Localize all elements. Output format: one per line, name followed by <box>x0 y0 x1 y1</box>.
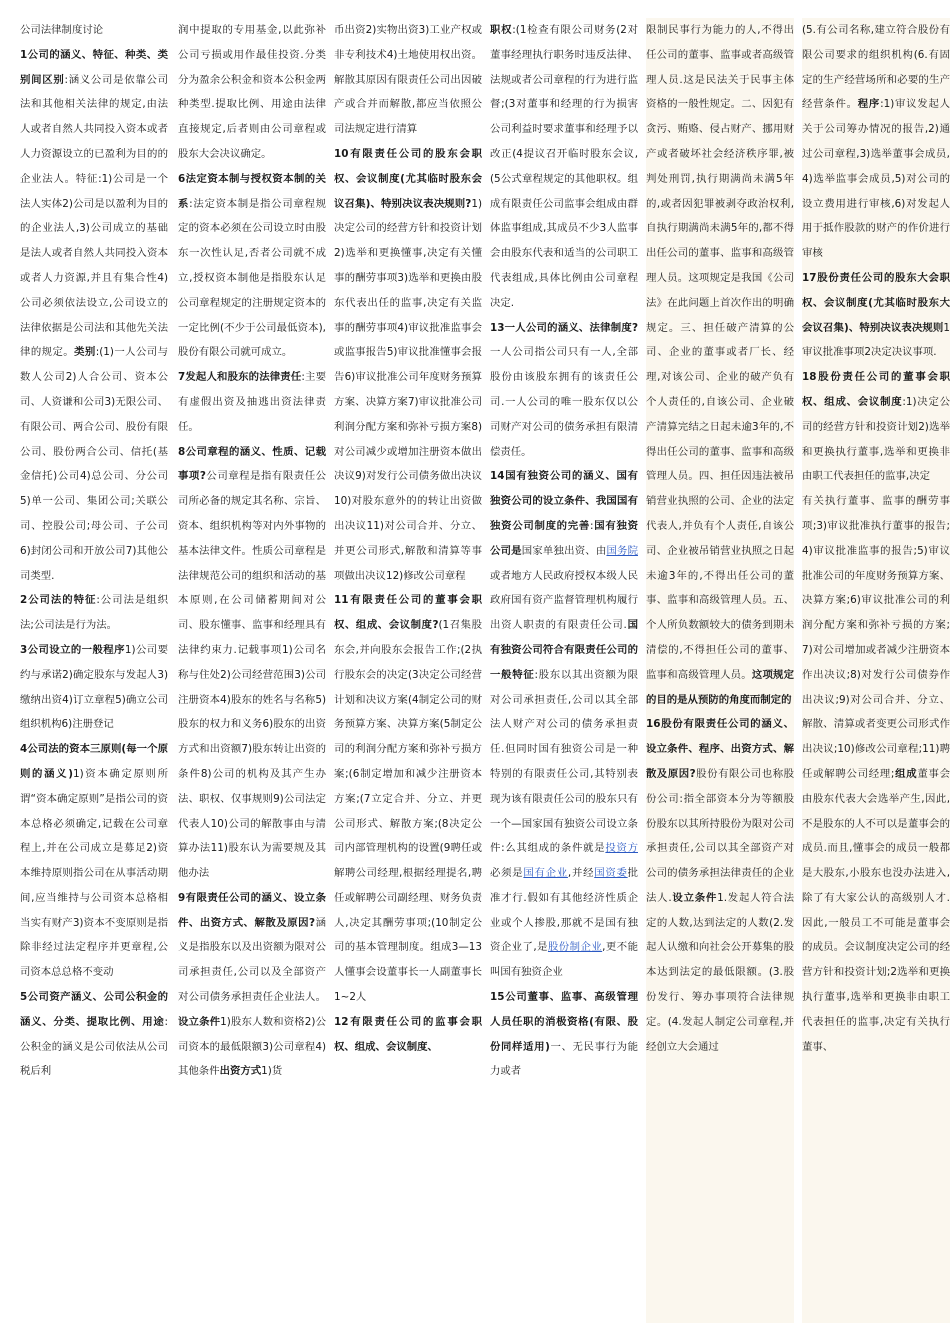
bold-heading-text: 10有限责任公司的股东会职权、会议制度(尤其临时股东会议召集)、特别决议表决规则? <box>334 147 482 210</box>
hyperlink[interactable]: 股份制企业 <box>547 941 603 954</box>
document-page <box>18 18 950 1328</box>
bold-heading-text: 3公司设立的一般程序 <box>20 643 125 656</box>
body-text: :涵义公司是依靠公司法和其他相关法律的规定,由法人或者自然人共同投入资本或者人力资源设立的已盈利为目的的企业法人。特征:1)公司是一个法人实体2)公司是以盈利为目的的企业法人,3)公司成立的基础是法人或者自然人共同投入资本或者人力资源,并且有集合性4)公司必须依法设立,公司设立的法律依据是公司法和其他先关法律的规定。 <box>20 73 168 359</box>
body-text: :1)审议发起人关于公司筹办情况的报告,2)通过公司章程,3)选举董事会成员,4)选举监事会成员,5)对公司的设立费用进行审核,6)对发起人用于抵作股款的财产的作价进行审核 <box>802 98 950 260</box>
paragraph <box>178 18 326 167</box>
hyperlink[interactable]: 国务院 <box>606 544 638 557</box>
body-text: 1审议批准事项2决定决议事项. <box>802 321 950 359</box>
paragraph <box>20 43 168 589</box>
body-text: 润中提取的专用基金,以此弥补公司亏损或用作最佳投资.分类分为盈余公积金和资本公积金两种类型.提取比例、用途由法律直接规定,后者则由公司章程或股东大会决议确定。 <box>178 24 326 160</box>
body-text: :1)决定公司的经营方针和投资计划2)选举和更换执行董事,选举和更换非由职工代表担任的监事,决定 <box>802 395 950 483</box>
paragraph <box>20 18 168 43</box>
body-text: :股东以其出资额为限对公司承担责任,公司以其全部法人财产对公司的债务承担责任.但同时国有独资公司是一种特别的有限责任公司,其特别表现为该有限责任公司的股东只有一个—国家国有独资公司设立条件:么其组成的条件就是 <box>490 668 638 855</box>
bold-heading-text: 1公司的涵义、特征、种类、类别间区别 <box>20 48 168 86</box>
body-text: 或者地方人民政府授权本级人民政府国有资产监督管理机构履行出资人职责的有限责任公司. <box>490 569 638 632</box>
paragraph <box>178 886 326 1084</box>
body-text: (5.有公司名称,建立符合股份有限公司要求的组织机构(6.有固定的生产经营场所和必要的生产经营条件。 <box>802 24 950 111</box>
hyperlink[interactable]: 投资方 <box>605 842 638 855</box>
body-text: 一人公司指公司只有一人,全部股份由该股东拥有的该责任公司.一人公司的唯一股东仅以公司财产对公司的债务承担有限清偿责任。 <box>490 346 638 458</box>
body-text: (1召集股东会,并向股东会报告工作;(2执行股东会的决定(3决定公司经营计划和决议方案(4制定公司的财务预算方案、决算方案(5制定公司的利润分配方案和弥补亏损方案;(6制定增加和减少注册资本方案;(7立定合并、分立、并更公司形式、解散方案;(8决定公司内部管理机构的设置(9聘任或解聘公司经理,根据经理提名,聘任或解聘公司副经理、财务负责人,决定其酬劳事项;(10制定公司的基本管理制度。组成3—13人懂事会设董事长一人副董事长1~2人 <box>334 619 482 1004</box>
body-text: 一、无民事行为能力或者 <box>490 1040 638 1078</box>
body-text: 1)货 <box>261 1065 283 1078</box>
paragraph <box>490 464 638 985</box>
bold-heading-text: 9有限责任公司的涵义、设立条件、出资方式、解散及原因? <box>178 891 326 929</box>
paragraph <box>334 18 482 142</box>
body-text: 1)股东人数和资格2)公司资本的最低限额3)公司章程4)其他条件 <box>178 1015 326 1078</box>
body-text: 必须是 <box>490 867 524 880</box>
body-text: 币出资2)实物出资3)工业产权或非专利技术4)土地使用权出资。解散其原因有限责任公司出因破产或合并而解散,都应当依照公司法规定进行清算 <box>334 24 482 136</box>
bold-heading-text: 程序 <box>857 98 881 111</box>
paragraph <box>334 1010 482 1060</box>
body-text: : <box>590 519 594 532</box>
body-text: :法定资本制是指公司章程规定的资本必须在公司设立时由股东一次性认足,否者公司就不成立,授权资本制他是指股东认足公司章程规定的注册规定资本的一定比例(不少于公司最低资本),股份有限公司就可成立。 <box>178 197 326 359</box>
text-column-6 <box>802 18 950 1323</box>
paragraph <box>490 18 638 316</box>
text-column-1 <box>20 18 168 1323</box>
body-text: 董事会由股东代表大会选举产生,因此,不是股东的人不可以是董事会的成员.而且,懂事会的成员一般都是大股东,小股东也没办法进入,除了有大家公认的高级别人才.因此,一般员工不可能是董事会的成员。会议制度决定公司的经营方针和投资计划;2选举和更换执行董事,选举和更换非由职工代表担任的监事,决定有关执行董事、 <box>802 767 950 1053</box>
bold-heading-text: 5公司资产涵义、公司公积金的涵义、分类、提取比例、用途 <box>20 991 168 1028</box>
bold-heading-text: 12有限责任公司的监事会职权、组成、会议制度、 <box>334 1015 482 1053</box>
bold-heading-text: 6法定资本制与授权资本制的关系 <box>178 172 326 210</box>
paragraph <box>20 588 168 638</box>
body-text: :公司法是组织法;公司法是行为法。 <box>20 594 168 632</box>
paragraph <box>334 588 482 1010</box>
body-text: 限制民事行为能力的人,不得出任公司的董事、监事或者高级管理人员.这是民法关于民事主体资格的一般性规定。二、因犯有贪污、贿赂、侵占财产、挪用财产或者破坏社会经济秩序罪,被判处刑罚,执行期满尚未满5年的,或者因犯罪被剥夺政治权利,自执行期满尚未满5年的,都不得出任公司的董事、监事和高级管理人员。这项规定是我国《公司法》在此问题上首次作出的明确规定。三、担任破产清算的公司、企业的董事或者厂长、经理,对该公司、企业的破产负有个人责任的,自该公司、企业破产清算完结之日起未逾3年的,不得出任公司的董事、监事和高级管理人员。四、担任因违法被吊销营业执照的公司、企业的法定代表人,并负有个人责任,自该公司、企业被吊销营业执照之日起未逾3年的,不得出任公司的董事、监事和高级管理人员。五、个人所负数额较大的债务到期未清偿的,不得担任公司的董事、监事和高级管理人员。 <box>646 24 794 681</box>
bold-heading-text: 国有独资公司是 <box>490 519 638 557</box>
paragraph <box>20 985 168 1084</box>
bold-heading-text: 类别 <box>74 346 96 359</box>
bold-heading-text: 职权 <box>490 24 513 36</box>
text-column-5 <box>646 18 794 1323</box>
body-text: 有关执行董事、监事的酬劳事项;3)审议批准执行董事的报告;4)审议批准监事的报告;5)审议批准公司的年度财务预算方案、决算方案;6)审议批准公司的利润分配方案和弥补亏损的方案;7)对公司增加或者减少注册资本作出决议;8)对发行公司债券作出决议;9)对公司合并、分立、解散、清算或者变更公司形式作出决议;10)修改公司章程;11)聘任或解聘公司经理; <box>802 495 950 780</box>
body-text: 1.发起人符合法定的人数,达到法定的人数(2.发起人认缴和向社会公开募集的股本达到法定的最低限额。(3.股份发行、筹办事项符合法律规定。(4.发起人制定公司章程,并经创立大会通过 <box>646 891 794 1053</box>
bold-heading-text: 这项规定的目的是从预防的角度而制定的 <box>646 668 794 706</box>
text-column-3 <box>334 18 482 1323</box>
body-text: 涵义是指股东以及出资额为限对公司承担责任,公司以及全部资产对公司债务承担责任企业法人。 <box>178 916 326 1004</box>
paragraph <box>178 167 326 365</box>
body-text: :主要有虚假出资及抽逃出资法律责任。 <box>178 371 326 433</box>
paragraph <box>490 985 638 1084</box>
bold-heading-text: 出资方式 <box>219 1065 262 1078</box>
bold-heading-text: 7发起人和股东的法律责任 <box>178 371 302 384</box>
text-column-2 <box>178 18 326 1323</box>
paragraph <box>490 316 638 465</box>
hyperlink[interactable]: 国资委 <box>594 867 628 880</box>
bold-heading-text: 设立条件 <box>671 891 718 904</box>
paragraph <box>802 18 950 266</box>
bold-heading-text: 15公司董事、监事、高级管理人员任职的消极资格(有限、股份同样适用) <box>490 991 638 1053</box>
paragraph <box>646 712 794 1059</box>
body-text: 国家单独出资、由 <box>521 544 607 557</box>
bold-heading-text: 国有独资公司符合有限责任公司的一般特征 <box>490 619 638 681</box>
body-text: 批准才行.假如有其他经济性质企业或个人掺股,那就不是国有独资企业了,是 <box>490 867 638 954</box>
body-text: 公司法律制度讨论 <box>20 24 104 36</box>
bold-heading-text: 4公司法的资本三原则(每一个原则的涵义) <box>20 743 168 780</box>
body-text: 1)决定公司的经营方针和投资计划2)选举和更换懂事,决定有关懂事的酬劳事项3)选举和更换由股东代表出任的监事,决定有关监事的酬劳事项4)审议批准监事会或监事报告5)审议批准懂事会报告6)审议批准公司年度财务预算方案、决算方案7)审议批准公司利润分配方案和弥补亏损方案8)对公司减少或增加注册资本做出决议9)对发行公司债务做出决议10)对股东意外的的转让出资做出决议11)对公司合并、分立、并更公司形式,解散和清算等事项做出决议12)修改公司章程 <box>334 197 482 582</box>
bold-heading-text: 17股份责任公司的股东大会职权、会议制度(尤其临时股东大会议召集)、特别决议表决规则 <box>802 271 950 334</box>
body-text: ,并经 <box>567 867 595 880</box>
body-text: 公司章程是指有限责任公司所必备的规定其名称、宗旨、资本、组织机构等对内外事物的基本法律文件。性质公司章程是法律规范公司的组织和活动的基本原则,在公司储蓄期间对公司、股东懂事、监事和经理具有法律约束力.记载事项1)公司名称与住处2)公司经营范围3)公司注册资本4)股东的姓名与名称5)股东的权力和义务6)股东的出资方式和出资额7)股东转让出资的条件8)公司的机构及其产生办法、职权、仅事规则9)公司法定代表人10)公司的解散事由与清算办法11)股东认为需要规及其他办法 <box>178 470 326 880</box>
paragraph <box>178 365 326 439</box>
paragraph <box>20 638 168 737</box>
bold-heading-text: 2公司法的特征 <box>20 594 97 607</box>
bold-heading-text: 18股份责任公司的董事会职权、组成、会议制度 <box>802 371 950 408</box>
bold-heading-text: 11有限责任公司的董事会职权、组成、会议制度? <box>334 594 482 632</box>
hyperlink[interactable]: 国有企业 <box>523 867 568 880</box>
bold-heading-text: 设立条件 <box>178 1015 221 1028</box>
paragraph <box>646 18 794 712</box>
paragraph <box>802 266 950 365</box>
body-text: :(1)一人公司与数人公司2)人合公司、资本公司、人资谦和公司3)无限公司、有限公司、两合公司、股份有限公司、股份两合公司、信托(基金信托)公司4)总公司、分公司5)单一公司、集团公司;关联公司、控股公司;母公司、子公司6)封闭公司和开放公司7)其他公司类型. <box>20 346 168 582</box>
paragraph <box>334 142 482 588</box>
body-text: 1)公司要约与承诺2)确定股东与发起人3)缴纳出资4)订立章程5)确立公司组织机构6)注册登记 <box>20 643 168 731</box>
paragraph <box>178 440 326 886</box>
body-text: ,更不能叫国有独资企业 <box>490 941 638 979</box>
body-text: :公积金的涵义是公司依法从公司税后利 <box>20 1015 168 1078</box>
body-text: 股份有限公司也称股份公司:指全部资本分为等额股份股东以其所持股份为限对公司承担责任,公司以其全部资产对公司的债务承担法律责任的企业法人. <box>646 767 794 904</box>
body-text: :(1检查有限公司财务(2对董事经理执行职务时违反法律、法规或者公司章程的行为进行监督;(3对董事和经理的行为损害公司利益时要求董事和经理予以改正(4提议召开临时股东会议,(5公式章程规定的其他职权。组成有限责任公司监事会组成由群体监事组成,其成员不少3人监事会由股东代表和适当的公司职工代表组成,具体比例由公司章程决定. <box>490 24 638 309</box>
body-text: 1)资本确定原则所谓“资本确定原则”是指公司的资本总格必须确定,记载在公司章程上,并在公司成立是募足2)资本维持原则指公司在从事活动期间,应当维持与公司资本总格相当实有财产3)资本不变原则是指除非经过法定程序并更章程,公司资本总总格不变动 <box>20 767 168 979</box>
bold-heading-text: 16股份有限责任公司的涵义、设立条件、程序、出资方式、解散及原因? <box>646 718 794 780</box>
bold-heading-text: 8公司章程的涵义、性质、记载事项? <box>178 445 326 483</box>
bold-heading-text: 13一人公司的涵义、法律制度? <box>490 321 638 334</box>
paragraph <box>802 365 950 489</box>
bold-heading-text: 组成 <box>894 767 918 780</box>
paragraph <box>802 489 950 1059</box>
text-column-4 <box>490 18 638 1323</box>
paragraph <box>20 737 168 985</box>
bold-heading-text: 14国有独资公司的涵义、国有独资公司的设立条件、我国国有独资公司制度的完善 <box>490 470 638 532</box>
